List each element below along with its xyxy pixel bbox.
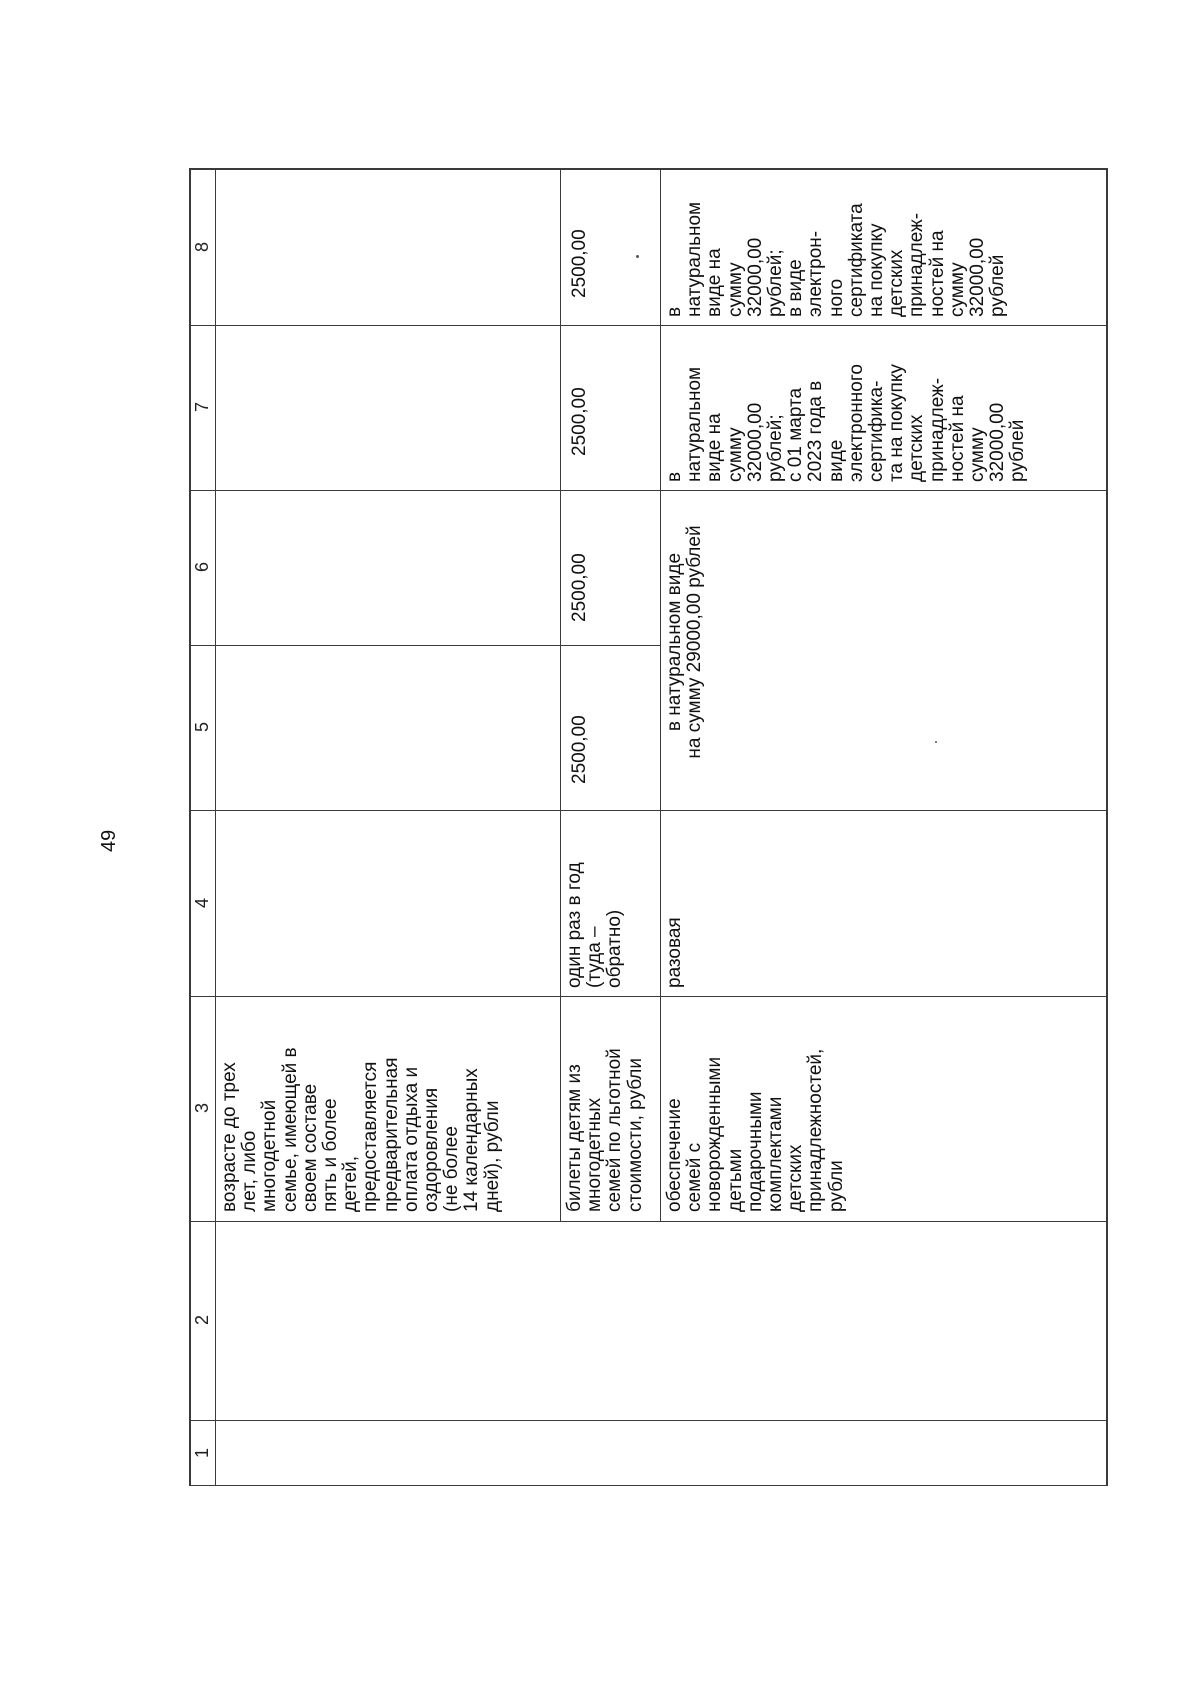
row2-col6-text: 2500,00 <box>569 553 590 622</box>
row3-col7-line: 32000,00 <box>987 402 1009 482</box>
row3-col3-line: комплектами <box>765 1096 787 1212</box>
row3-col8-line: натуральном <box>684 201 706 317</box>
row2-col3-line: многодетных <box>584 1097 606 1212</box>
row3-col4 <box>665 808 685 988</box>
row3-col7-line: 32000,00 <box>744 402 766 482</box>
row2-col5 <box>570 644 590 784</box>
row3-col8-line: сертификата <box>845 203 867 317</box>
row3-col8 <box>665 167 1008 317</box>
row2-col6 <box>570 482 590 622</box>
column-header-8: 8 <box>192 242 212 253</box>
header-row-divider <box>215 168 216 1485</box>
row3-col3-line: детских <box>785 1144 807 1212</box>
row3-col4-line: разовая <box>664 917 685 988</box>
row3-col3-line: принадлежностей, <box>805 1048 827 1212</box>
column-header-4: 4 <box>192 898 212 909</box>
row3-col8-line: в виде <box>785 259 807 317</box>
row3-col3 <box>665 1007 847 1212</box>
row1-col3-line: возрасте до трех <box>219 1062 240 1212</box>
row3-col7-line: виде на <box>704 413 726 482</box>
row-divider <box>660 168 661 1221</box>
row3-col7-line: сумму <box>724 427 746 482</box>
row1-col3 <box>220 1007 503 1212</box>
row1-col3-line: дней), рубли <box>481 1100 503 1212</box>
row2-col3-line: семей по льготной <box>604 1048 626 1212</box>
row1-col3-line: многодетной <box>259 1099 281 1212</box>
table-border-right <box>1106 168 1108 1485</box>
row2-col4-line: обратно) <box>604 909 626 988</box>
row3-col7-line: рублей <box>1007 419 1029 482</box>
column-header-5: 5 <box>192 722 212 733</box>
row2-col4 <box>565 808 626 988</box>
row3-col7-line: рублей; <box>765 414 787 482</box>
row2-col3-line: стоимости, рубли <box>624 1058 646 1212</box>
row3-col8-line: сумму <box>946 262 968 317</box>
row3-col7-line: виде <box>825 439 847 482</box>
row3-col7-line: электронного <box>845 364 867 482</box>
row3-col5-6 <box>665 496 705 788</box>
row2-col3-line: билеты детям из <box>564 1064 585 1212</box>
column-divider <box>189 810 1106 811</box>
row2-col5-text: 2500,00 <box>569 715 590 784</box>
row2-col4-line: (туда – <box>584 926 606 988</box>
row3-col8-line: виде на <box>704 248 726 317</box>
row3-col5-6-line: в натуральном виде <box>664 552 685 732</box>
column-header-3: 3 <box>192 1103 212 1114</box>
row1-col3-line: пять и более <box>320 1098 342 1212</box>
row3-col8-line: 32000,00 <box>744 237 766 317</box>
row1-col3-line: лет, либо <box>239 1130 261 1212</box>
row3-col8-line: рублей; <box>765 249 787 317</box>
row3-col8-line: электрон- <box>805 230 827 317</box>
table-border-bottom <box>189 1485 1108 1486</box>
row3-col8-line: 32000,00 <box>967 237 989 317</box>
scan-speck <box>935 741 937 743</box>
row3-col8-line: ного <box>825 278 847 317</box>
page-number: 49 <box>98 829 120 852</box>
row3-col8-line: детских <box>886 249 908 317</box>
row1-col3-line: предварительная <box>380 1057 402 1212</box>
row3-col8-line: принадлеж- <box>906 212 928 317</box>
column-header-7: 7 <box>192 402 212 413</box>
row3-col7-line: натуральном <box>684 366 706 482</box>
row1-col3-line: семье, имеющей в <box>279 1047 301 1212</box>
row2-col4-line: один раз в год <box>564 862 585 988</box>
column-divider <box>189 1221 1106 1222</box>
row3-col3-line: подарочными <box>744 1091 766 1212</box>
row2-col7-text: 2500,00 <box>569 387 590 456</box>
table-border-left <box>189 168 191 1485</box>
row3-col7-line: принадлеж- <box>926 377 948 482</box>
column-header-2: 2 <box>192 1315 212 1326</box>
row3-col7-line: сертифика- <box>866 380 888 482</box>
row3-col8-line: в <box>664 306 685 317</box>
row3-col7-line: детских <box>906 414 928 482</box>
row3-col3-line: новорожденными <box>704 1056 726 1212</box>
row3-col8-line: ностей на <box>926 230 948 317</box>
row1-col3-line: 14 календарных <box>461 1068 483 1212</box>
column-divider <box>189 325 1106 326</box>
column-divider <box>189 490 1106 491</box>
row3-col8-line: на покупку <box>866 223 888 317</box>
row3-col3-line: рубли <box>825 1160 847 1212</box>
row3-col3-line: обеспечение <box>664 1098 685 1212</box>
row-divider <box>560 168 561 1221</box>
row3-col7-line: сумму <box>967 427 989 482</box>
row2-col3 <box>565 1007 646 1212</box>
row1-col3-line: оздоровления <box>421 1087 443 1212</box>
row1-col3-line: предоставляется <box>360 1061 382 1212</box>
row3-col3-line: семей с <box>684 1142 706 1212</box>
row2-col8-text: 2500,00 <box>569 229 590 298</box>
column-divider <box>189 1420 1106 1421</box>
row3-col7-line: ностей на <box>946 395 968 482</box>
row3-col5-6-line: на сумму 29000,00 рублей <box>684 525 706 759</box>
row3-col8-line: рублей <box>987 254 1009 317</box>
row2-col7 <box>570 316 590 456</box>
row1-col3-line: детей, <box>340 1156 362 1212</box>
row3-col7-line: с 01 марта <box>785 387 807 482</box>
column-divider <box>189 996 1106 997</box>
row1-col3-line: своем составе <box>299 1083 321 1212</box>
row3-col7-line: в <box>664 471 685 482</box>
row3-col7-line: та на покупку <box>886 364 908 482</box>
scan-speck <box>636 255 639 258</box>
row1-col3-line: (не более <box>441 1126 463 1212</box>
row1-col3-line: оплата отдыха и <box>400 1066 422 1212</box>
row3-col7 <box>665 332 1029 482</box>
row3-col8-line: сумму <box>724 262 746 317</box>
column-header-1: 1 <box>192 1448 212 1459</box>
column-header-6: 6 <box>192 562 212 573</box>
row2-col8 <box>570 158 590 298</box>
row3-col3-line: детьми <box>724 1148 746 1212</box>
row3-col7-line: 2023 года в <box>805 380 827 482</box>
